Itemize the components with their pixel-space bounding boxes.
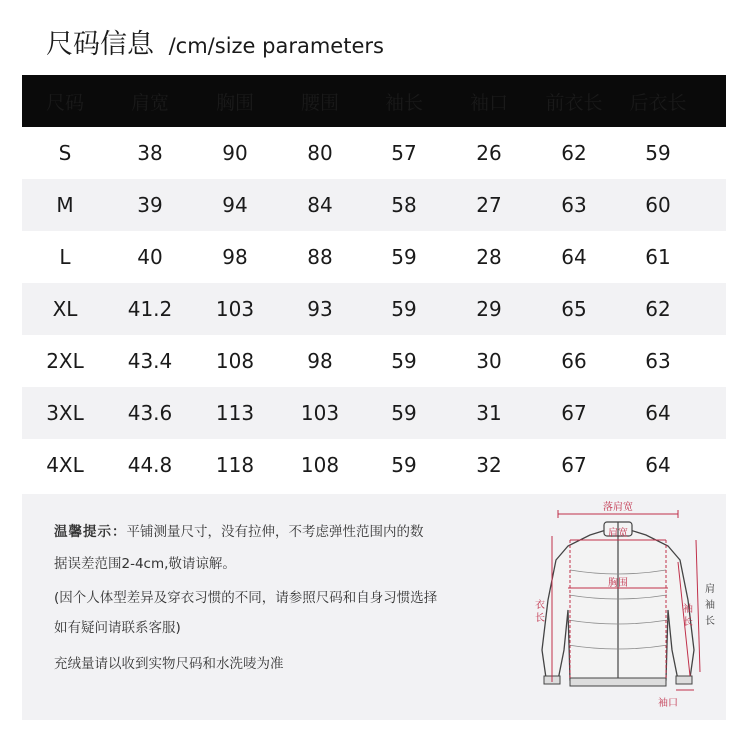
measurement-cell: 59 xyxy=(391,401,417,425)
measurement-cell: 26 xyxy=(476,141,502,165)
measurement-cell: 30 xyxy=(476,349,502,373)
measurement-cell: 61 xyxy=(645,245,671,269)
measurement-cell: 108 xyxy=(215,349,255,373)
measurement-cell: 58 xyxy=(391,193,417,217)
measurement-cell: 88 xyxy=(307,245,333,269)
measurement-cell: 108 xyxy=(300,453,340,477)
measurement-cell: 59 xyxy=(391,245,417,269)
label-drop-shoulder: 落肩宽 xyxy=(603,502,633,513)
measurement-cell: 59 xyxy=(645,141,671,165)
measurement-cell: 41.2 xyxy=(127,297,173,321)
measurement-cell: 28 xyxy=(476,245,502,269)
measurement-cell: 80 xyxy=(307,141,333,165)
label-shoulder: 肩宽 xyxy=(608,528,628,539)
measurement-cell: 57 xyxy=(391,141,417,165)
measurement-cell: 40 xyxy=(137,245,163,269)
header-sleeve: 袖长 xyxy=(384,91,423,114)
size-label-cell: S xyxy=(58,141,72,165)
measurement-cell: 62 xyxy=(561,141,587,165)
note-line-5: 充绒量请以收到实物尺码和水洗唛为准 xyxy=(54,656,284,672)
measurement-cell: 29 xyxy=(476,297,502,321)
measurement-cell: 63 xyxy=(561,193,587,217)
jacket-diagram xyxy=(518,500,718,720)
measurement-cell: 60 xyxy=(645,193,671,217)
measurement-cell: 103 xyxy=(300,401,340,425)
label-shoulder-sleeve-1: 肩 xyxy=(705,584,715,595)
table-row xyxy=(22,127,726,179)
measurement-cell: 103 xyxy=(215,297,255,321)
measurement-cell: 32 xyxy=(476,453,502,477)
label-length-1: 衣 xyxy=(535,600,545,611)
measurement-cell: 66 xyxy=(561,349,587,373)
measurement-cell: 98 xyxy=(307,349,333,373)
label-sleeve-2: 长 xyxy=(683,617,693,628)
header-back-length: 后衣长 xyxy=(629,91,687,114)
table-body xyxy=(22,127,726,491)
size-label-cell: 2XL xyxy=(46,349,84,373)
note-text-1: 平铺测量尺寸，没有拉伸，不考虑弹性范围内的数 xyxy=(126,524,424,540)
note-line-2: 据误差范围2-4cm,敬请谅解。 xyxy=(54,556,236,572)
measurement-cell: 44.8 xyxy=(127,453,173,477)
measurement-cell: 67 xyxy=(561,453,587,477)
header-front-length: 前衣长 xyxy=(545,91,603,114)
label-chest: 胸围 xyxy=(608,578,628,589)
page-title xyxy=(46,22,384,61)
table-row xyxy=(22,179,726,231)
measurement-cell: 64 xyxy=(645,453,671,477)
label-shoulder-sleeve-3: 长 xyxy=(705,616,715,627)
label-shoulder-sleeve-2: 袖 xyxy=(705,600,715,611)
table-row xyxy=(22,335,726,387)
measurement-cell: 67 xyxy=(561,401,587,425)
measurement-cell: 59 xyxy=(391,349,417,373)
measurement-cell: 63 xyxy=(645,349,671,373)
table-row xyxy=(22,439,726,491)
measurement-cell: 62 xyxy=(645,297,671,321)
table-row xyxy=(22,387,726,439)
measurement-cell: 39 xyxy=(137,193,163,217)
note-heading: 温馨提示： xyxy=(54,524,127,540)
measurement-cell: 59 xyxy=(391,453,417,477)
measurement-cell: 90 xyxy=(222,141,248,165)
measurement-cell: 98 xyxy=(222,245,248,269)
header-chest: 胸围 xyxy=(215,91,254,114)
label-sleeve-1: 袖 xyxy=(683,604,693,615)
size-table xyxy=(22,75,726,491)
label-length-2: 长 xyxy=(535,613,545,624)
size-label-cell: 3XL xyxy=(46,401,84,425)
size-label-cell: 4XL xyxy=(46,453,84,477)
header-waist: 腰围 xyxy=(300,91,339,114)
measurement-cell: 27 xyxy=(476,193,502,217)
measurement-cell: 38 xyxy=(137,141,163,165)
measurement-cell: 64 xyxy=(561,245,587,269)
table-row xyxy=(22,283,726,335)
note-line-4: 如有疑问请联系客服) xyxy=(54,620,181,636)
size-label-cell: M xyxy=(56,193,74,217)
header-cuff: 袖口 xyxy=(469,91,508,114)
size-label-cell: L xyxy=(59,245,71,269)
note-line-3: (因个人体型差异及穿衣习惯的不同，请参照尺码和自身习惯选择 xyxy=(54,590,438,606)
size-label-cell: XL xyxy=(52,297,78,321)
table-row xyxy=(22,231,726,283)
title-main: 尺码信息 xyxy=(46,29,154,60)
table-header xyxy=(22,75,726,127)
header-size: 尺码 xyxy=(45,91,84,114)
note-line-1 xyxy=(54,520,424,540)
header-shoulder: 肩宽 xyxy=(130,91,169,114)
measurement-cell: 43.6 xyxy=(127,401,173,425)
measurement-cell: 118 xyxy=(215,453,255,477)
measurement-cell: 43.4 xyxy=(127,349,173,373)
measurement-cell: 59 xyxy=(391,297,417,321)
measurement-cell: 94 xyxy=(222,193,248,217)
measurement-cell: 31 xyxy=(476,401,502,425)
title-sub: /cm/size parameters xyxy=(168,34,384,58)
measurement-cell: 65 xyxy=(561,297,587,321)
label-cuff: 袖口 xyxy=(658,698,678,709)
jacket-outline-icon xyxy=(542,522,694,686)
measurement-cell: 84 xyxy=(307,193,333,217)
measurement-cell: 113 xyxy=(215,401,255,425)
measurement-cell: 93 xyxy=(307,297,333,321)
measurement-cell: 64 xyxy=(645,401,671,425)
